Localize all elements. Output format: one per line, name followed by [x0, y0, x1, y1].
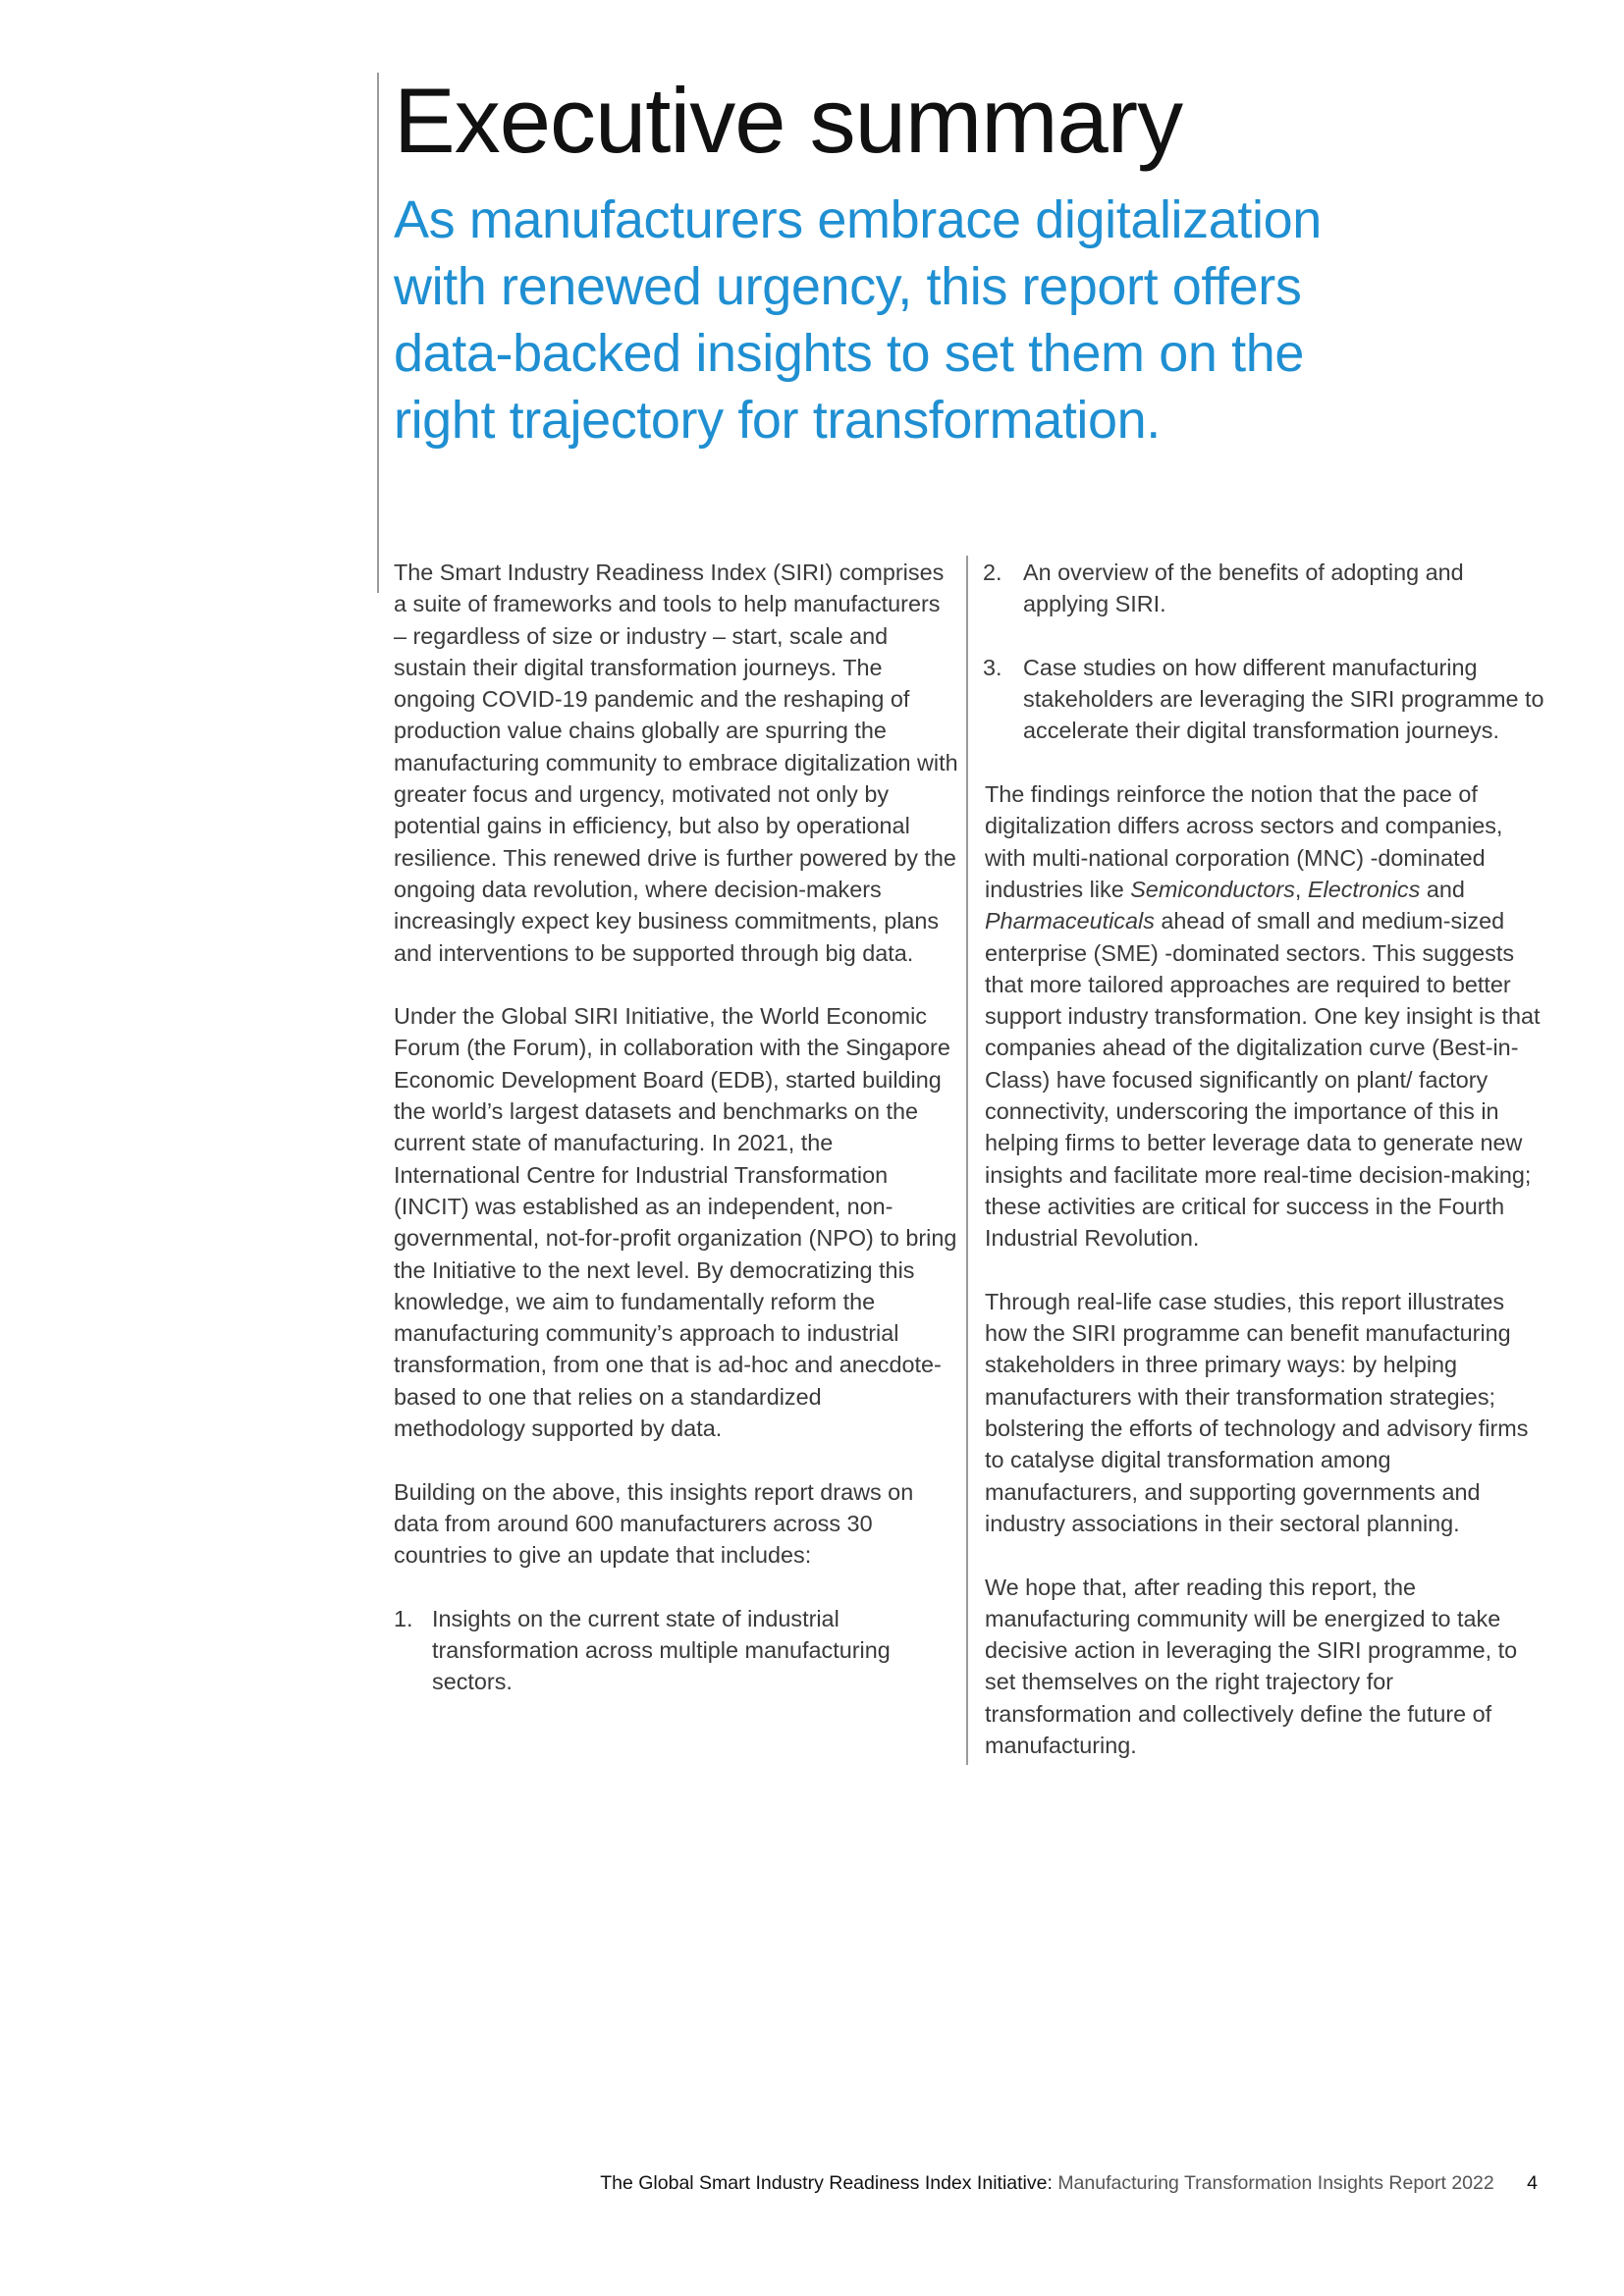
paragraph-findings [985, 778, 1544, 1254]
list-item-1 [394, 1603, 958, 1698]
text-run: and [1420, 876, 1465, 902]
paragraph-report-scope: Building on the above, this insights report draws on data from around 600 manufacturers across 30 countries to give an update that includes: [394, 1478, 914, 1569]
text-run: The findings reinforce the notion that the pace of digitalization differs across sectors and companies, with multi-national corporation (MNC) -dominated industries like [985, 781, 1503, 902]
title-vertical-rule [377, 73, 379, 593]
list-item-3 [985, 652, 1544, 747]
list-text: An overview of the benefits of adopting and applying SIRI. [1023, 560, 1464, 617]
text-run: , [1294, 876, 1308, 902]
list-text: Insights on the current state of industrial transformation across multiple manufacturing sectors. [432, 1605, 891, 1695]
sector-pharmaceuticals: Pharmaceuticals [985, 908, 1155, 934]
footer-report-title: Manufacturing Transformation Insights Report 2022 [1057, 2172, 1494, 2194]
list-item-2 [985, 557, 1544, 620]
page-title: Executive summary [394, 69, 1183, 172]
footer-report-series: The Global Smart Industry Readiness Index Initiative: [600, 2172, 1053, 2194]
list-number: 2. [983, 560, 1002, 585]
text-run: ahead of small and medium-sized enterprise (SME) -dominated sectors. This suggests that more tailored approaches are required to better support industry transformation. One key insight is that companies ahead of the digitalization curve (Best-in-Class) have focused significantly on plant/ factory connectivity, underscoring the importance of this in helping firms to better leverage data to generate new insights and facilitate more real-time decision-making; these activities are critical for success in the Fourth Industrial Revolution. [985, 908, 1541, 1252]
right-column [985, 557, 1544, 1793]
page-number: 4 [1527, 2172, 1538, 2194]
paragraph-intro: The Smart Industry Readiness Index (SIRI) comprises a suite of frameworks and tools to help manufacturers – regardless of size or industry – start, scale and sustain their digital transformation journeys. The ongoing COVID-19 pandemic and the reshaping of production value chains globally are spurring the manufacturing community to embrace digitalization with greater focus and urgency, motivated not only by potential gains in efficiency, but also by operational resilience. This renewed drive is further powered by the ongoing data revolution, where decision-makers increasingly expect key business commitments, plans and interventions to be supported through big data. [394, 560, 958, 966]
paragraph-case-studies: Through real-life case studies, this report illustrates how the SIRI programme can benefit manufacturing stakeholders in three primary ways: by helping manufacturers with their transformation strategies; bolstering the efforts of technology and advisory firms to catalyse digital transformation among manufacturers, and supporting governments and industry associations in their sectoral planning. [985, 1288, 1529, 1536]
sector-semiconductors: Semiconductors [1130, 876, 1295, 902]
list-text: Case studies on how different manufacturing stakeholders are leveraging the SIRI programme to accelerate their digital transformation journeys. [1023, 654, 1544, 744]
left-column [394, 557, 958, 1730]
paragraph-initiative: Under the Global SIRI Initiative, the World Economic Forum (the Forum), in collaboration with the Singapore Economic Development Board (EDB), started building the world’s largest datasets and benchmarks on the current state of manufacturing. In 2021, the International Centre for Industrial Transformation (INCIT) was established as an independent, non-governmental, not-for-profit organization (NPO) to bring the Initiative to the next level. By democratizing this knowledge, we aim to fundamentally reform the manufacturing community’s approach to industrial transformation, from one that is ad-hoc and anecdote-based to one that relies on a standardized methodology supported by data. [394, 1003, 957, 1442]
page-subtitle: As manufacturers embrace digitalization with renewed urgency, this report offers data-backed insights to set them on the right trajectory for transformation. [394, 190, 1322, 450]
list-number: 3. [983, 654, 1002, 680]
sector-electronics: Electronics [1307, 876, 1421, 902]
column-divider-rule [966, 556, 968, 1765]
paragraph-closing: We hope that, after reading this report, the manufacturing community will be energized to take decisive action in leveraging the SIRI programme, to set themselves on the right trajectory for transformation and collectively define the future of manufacturing. [985, 1574, 1518, 1758]
list-number: 1. [394, 1605, 413, 1631]
page-footer [600, 2172, 1538, 2195]
